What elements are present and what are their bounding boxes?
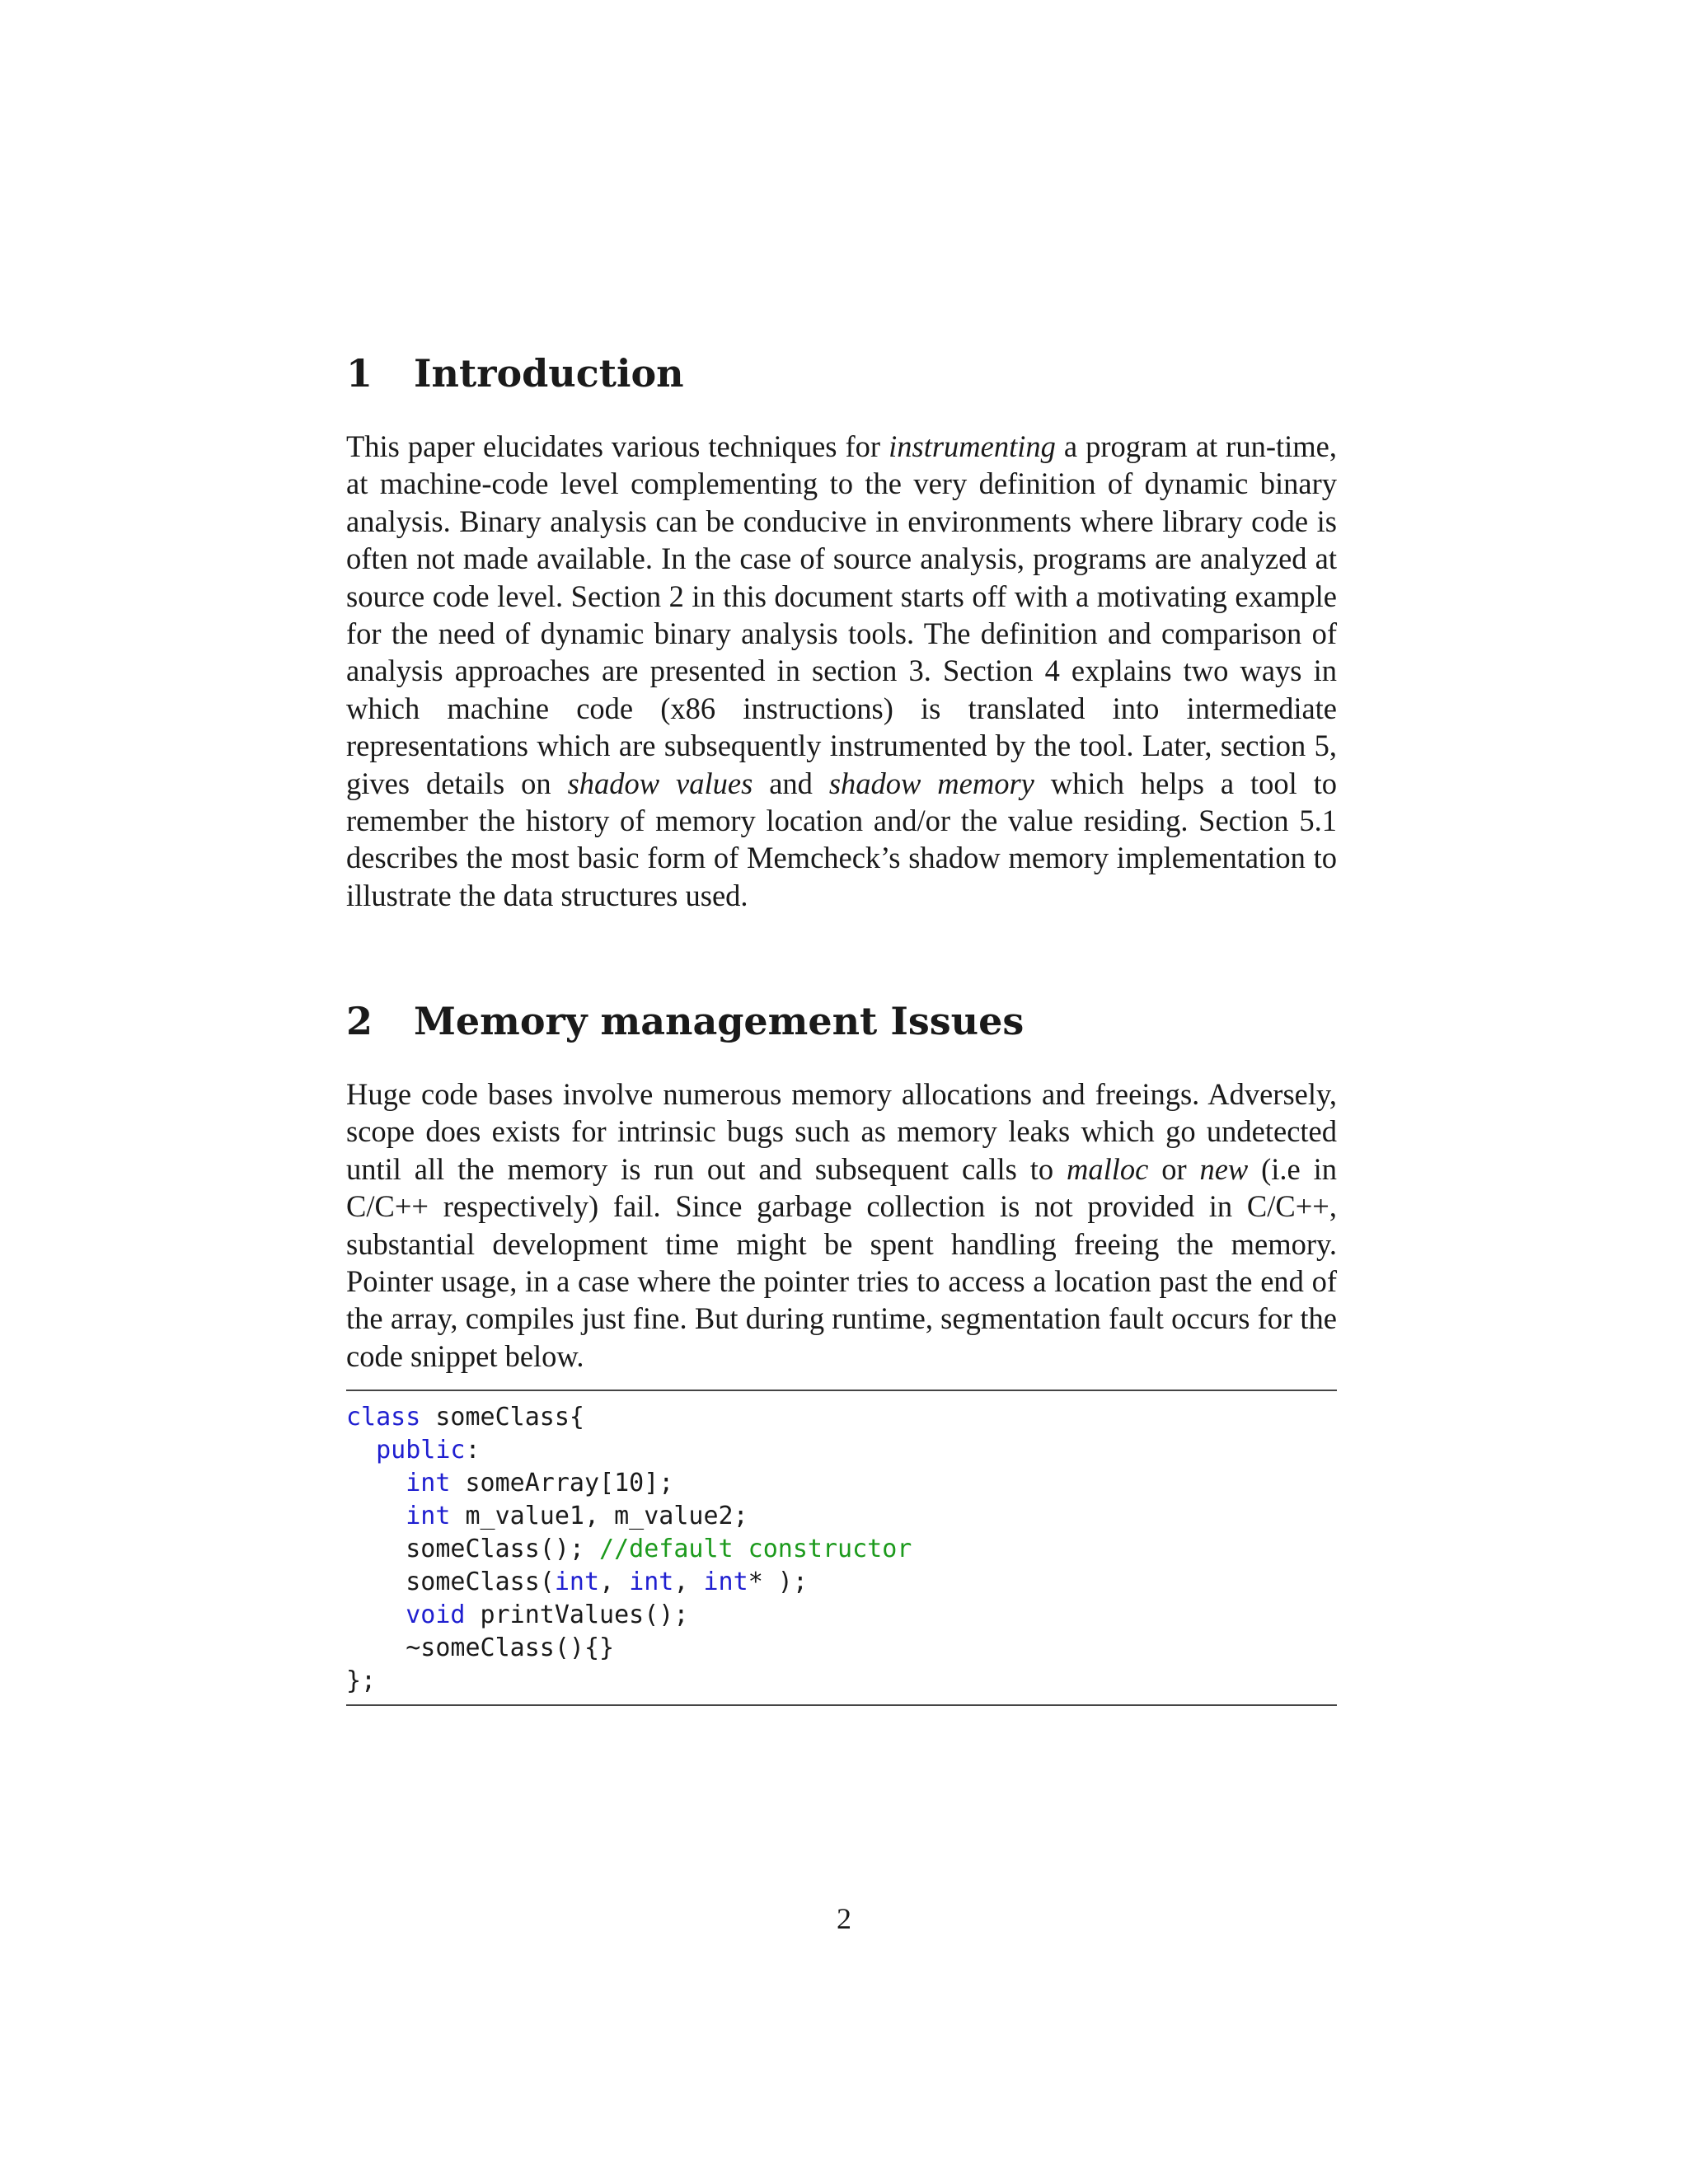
code-text: someClass(: [346, 1568, 555, 1596]
paragraph-text: This paper elucidates various techniques for: [346, 429, 889, 463]
paragraph-text: and: [753, 766, 829, 800]
paragraph-text: which helps a tool to remember the history of memory location and/or the value residing. Section 5.1 describes the most basic form of Memcheck’s shadow memory implementation to illustrate the data structures used.: [346, 766, 1338, 912]
page-number: 2: [837, 1902, 851, 1935]
code-line: [346, 1467, 1337, 1500]
code-comment: //default constructor: [599, 1535, 912, 1563]
code-text: [346, 1601, 406, 1629]
code-text: someClass();: [346, 1535, 600, 1563]
code-keyword: int: [703, 1568, 748, 1596]
code-line: [346, 1401, 1337, 1434]
code-line: [346, 1665, 1337, 1698]
emphasized-term: malloc: [1066, 1151, 1149, 1186]
section-number: 1: [346, 351, 373, 396]
code-listing: [346, 1390, 1337, 1706]
code-keyword: int: [406, 1469, 451, 1497]
code-text: [346, 1469, 406, 1497]
code-text: * );: [748, 1568, 808, 1596]
code-text: printValues();: [465, 1601, 689, 1629]
code-text: [346, 1436, 376, 1465]
code-line: [346, 1533, 1337, 1566]
memory-management-paragraph: [346, 1076, 1337, 1375]
section-title: Introduction: [414, 351, 684, 396]
paragraph-text: Huge code bases involve numerous memory allocations and freeings. Adversely, scope does exists for intrinsic bugs such as memory leaks which go undetected until all the memory is run out and subsequent calls to: [346, 1077, 1337, 1186]
paragraph-text: a program at run-time, at machine-code level complementing to the very definition of dynamic binary analysis. Binary analysis can be conducive in environments where library code is often not made available. In the case of source analysis, programs are analyzed at source code level. Section 2 in this document starts off with a motivating example for the need of dynamic binary analysis tools. The definition and comparison of analysis approaches are presented in section 3. Section 4 explains two ways in which machine code (x86 instructions) is translated into intermediate representations which are subsequently instrumented by the tool. Later, section 5, gives details on: [346, 429, 1337, 800]
code-line: [346, 1434, 1337, 1467]
emphasized-term: shadow values: [567, 766, 753, 800]
code-keyword: int: [554, 1568, 600, 1596]
code-text: :: [465, 1436, 481, 1465]
section-heading-memory-management: [346, 998, 1337, 1044]
code-keyword: public: [376, 1436, 466, 1465]
emphasized-term: shadow memory: [828, 766, 1034, 800]
code-keyword: int: [406, 1502, 451, 1530]
section-number: 2: [346, 999, 373, 1043]
code-text: m_value1, m_value2;: [450, 1502, 748, 1530]
code-text: ~someClass(){}: [346, 1633, 615, 1662]
code-text: someArray[10];: [450, 1469, 674, 1497]
code-text: someClass{: [420, 1403, 584, 1432]
section-heading-introduction: [346, 350, 1337, 396]
code-line: [346, 1599, 1337, 1632]
code-text: ,: [599, 1568, 630, 1596]
code-text: [346, 1502, 406, 1530]
code-keyword: void: [406, 1601, 466, 1629]
code-line: [346, 1632, 1337, 1665]
emphasized-term: instrumenting: [889, 429, 1056, 463]
code-keyword: int: [629, 1568, 674, 1596]
code-text: };: [346, 1666, 377, 1695]
code-keyword: class: [346, 1403, 421, 1432]
code-line: [346, 1566, 1337, 1599]
code-line: [346, 1500, 1337, 1533]
paragraph-text: or: [1148, 1151, 1200, 1186]
emphasized-term: new: [1199, 1151, 1249, 1186]
section-title: Memory management Issues: [414, 999, 1025, 1043]
introduction-paragraph: [346, 428, 1337, 914]
paragraph-text: (i.e in C/C++ respectively) fail. Since garbage collection is not provided in C/C++, substantial development time might be spent handling freeing the memory. Pointer usage, in a case where the pointer tries to access a location past the end of the array, compiles just fine. But during runtime, segmentation fault occurs for the code snippet below.: [346, 1151, 1338, 1373]
code-text: ,: [673, 1568, 704, 1596]
